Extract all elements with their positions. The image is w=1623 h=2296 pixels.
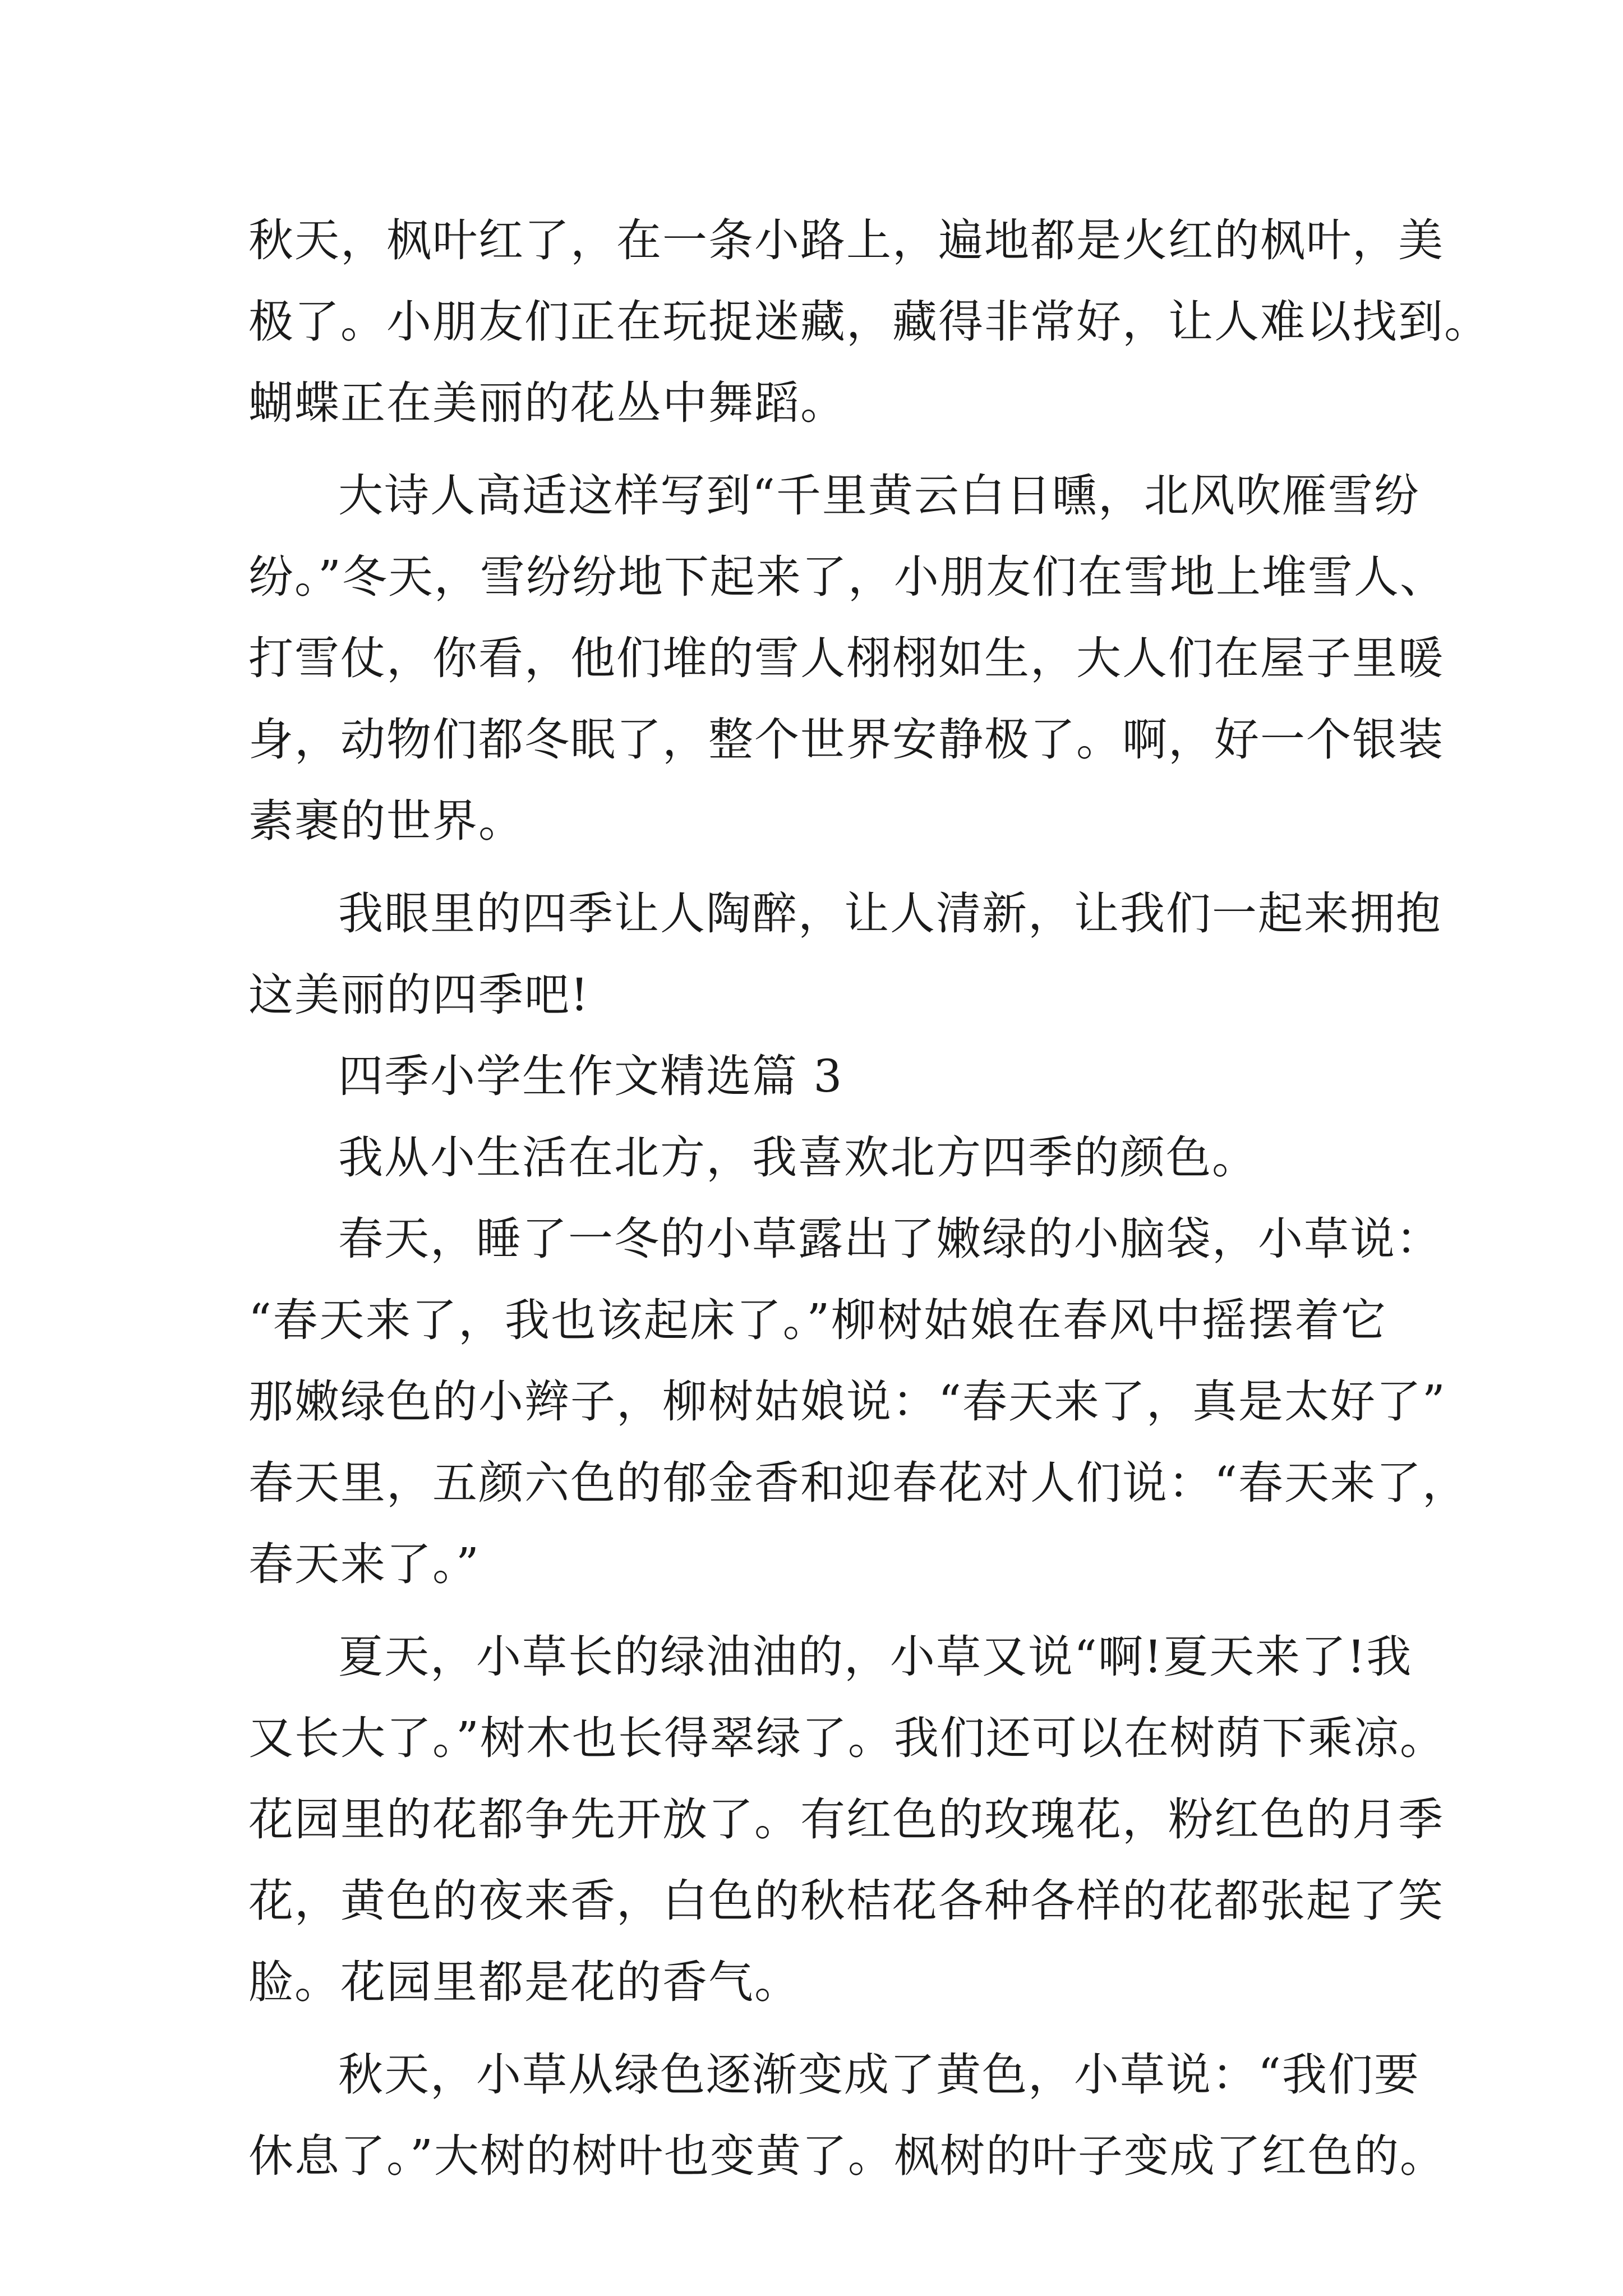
text-line: 蝴蝶正在美丽的花丛中舞蹈。 [248, 377, 846, 429]
text-line: 春天，睡了一冬的小草露出了嫩绿的小脑袋，小草说： [338, 1213, 1442, 1265]
text-line: “春天来了，我也该起床了。”柳树姑娘在春风中摇摆着它 [248, 1294, 1387, 1346]
text-line: 花园里的花都争先开放了。有红色的玫瑰花，粉红色的月季 [248, 1793, 1444, 1846]
text-line: 春天来了。” [248, 1538, 480, 1590]
text-line: 春天里，五颜六色的郁金香和迎春花对人们说：“春天来了， [248, 1457, 1468, 1509]
text-line: 脸。花园里都是花的香气。 [248, 1956, 800, 2008]
text-line: 那嫩绿色的小辫子，柳树姑娘说：“春天来了，真是太好了” [248, 1375, 1446, 1428]
text-line: 我从小生活在北方，我喜欢北方四季的颜色。 [338, 1131, 1258, 1184]
section-heading: 四季小学生作文精选篇 3 [338, 1050, 843, 1102]
text-line: 花，黄色的夜来香，白色的秋桔花各种各样的花都张起了笑 [248, 1875, 1444, 1927]
text-line: 这美丽的四季吧! [248, 969, 590, 1021]
text-line: 纷。”冬天，雪纷纷地下起来了，小朋友们在雪地上堆雪人、 [248, 551, 1446, 603]
text-line: 我眼里的四季让人陶醉，让人清新，让我们一起来拥抱 [338, 887, 1442, 940]
text-line: 秋天，小草从绿色逐渐变成了黄色，小草说：“我们要 [338, 2049, 1420, 2101]
text-line: 休息了。”大树的树叶也变黄了。枫树的叶子变成了红色的。 [248, 2130, 1446, 2182]
document-body [248, 200, 1490, 2197]
text-line: 秋天，枫叶红了，在一条小路上，遍地都是火红的枫叶，美 [248, 214, 1444, 266]
text-line: 素裹的世界。 [248, 795, 524, 847]
text-line: 打雪仗，你看，他们堆的雪人栩栩如生，大人们在屋子里暖 [248, 632, 1444, 684]
text-line: 身，动物们都冬眠了，整个世界安静极了。啊，好一个银装 [248, 714, 1444, 766]
text-line: 极了。小朋友们正在玩捉迷藏，藏得非常好，让人难以找到。 [248, 296, 1490, 348]
text-line: 大诗人高适这样写到“千里黄云白日曛，北风吹雁雪纷 [338, 470, 1420, 522]
text-line: 又长大了。”树木也长得翠绿了。我们还可以在树荫下乘凉。 [248, 1712, 1446, 1764]
text-line: 夏天，小草长的绿油油的，小草又说“啊!夏天来了!我 [338, 1631, 1413, 1683]
